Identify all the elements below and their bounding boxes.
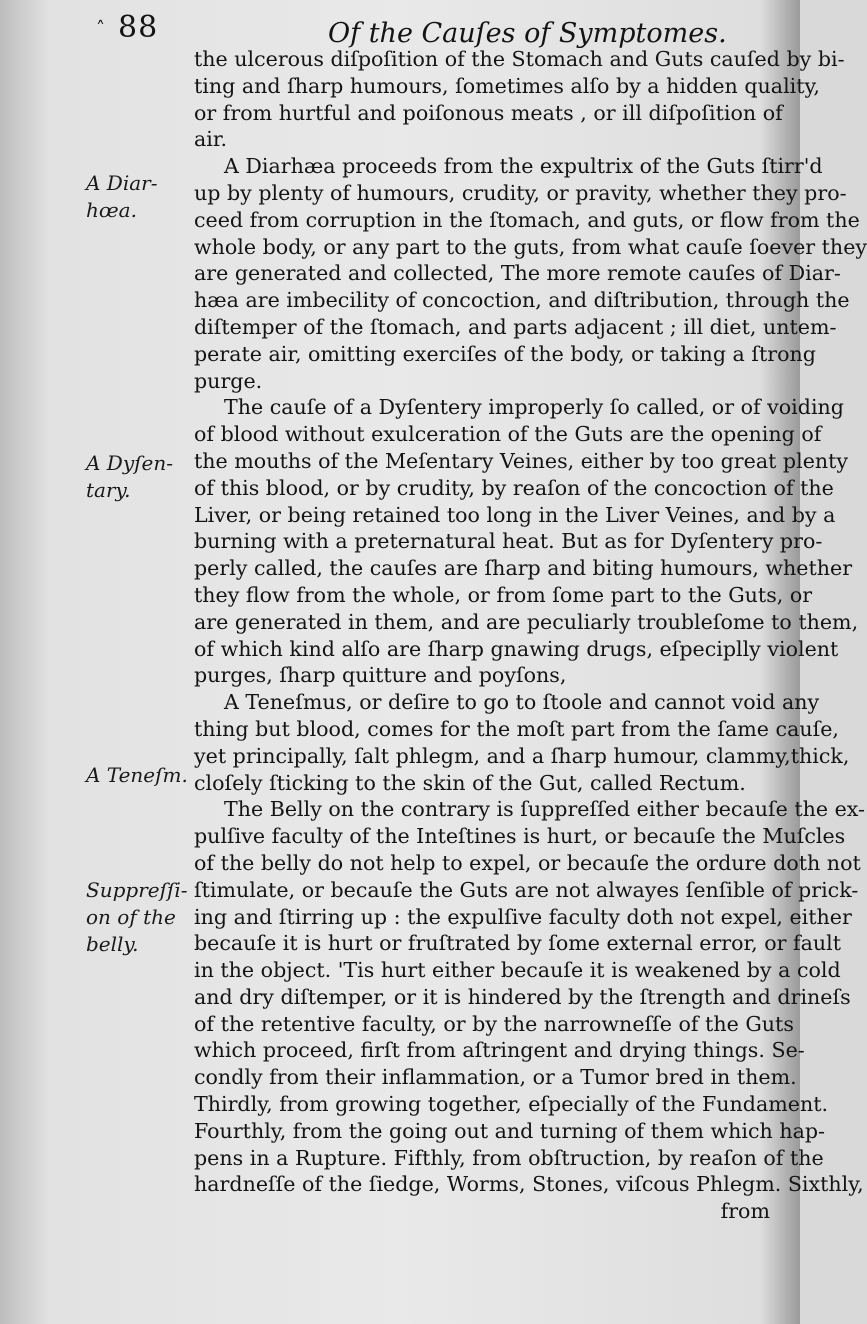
text-line: The Belly on the contrary is ſuppreſſed either becauſe the ex- — [224, 797, 866, 822]
page-mark: ˄ — [96, 18, 105, 39]
paragraph-suppression — [194, 796, 866, 1198]
text-line: ſtimulate, or becauſe the Guts are not alwayes ſenſible of prick- — [194, 877, 859, 902]
text-line: thing but blood, comes for the moſt part from the ſame cauſe, — [194, 716, 839, 741]
page-number: 88 — [118, 10, 159, 45]
text-line: cloſely ſticking to the skin of the Gut, called Rectum. — [194, 770, 746, 795]
text-line: pens in a Rupture. Fifthly, from obſtruction, by reaſon of the — [194, 1145, 824, 1170]
text-line: air. — [194, 127, 227, 152]
text-line: are generated in them, and are peculiarly troubleſome to them, — [194, 609, 859, 634]
margin-note-line: on of the — [86, 905, 176, 929]
text-line: hæa are imbecility of concoction, and diſtribution, through the — [194, 288, 850, 313]
text-line: A Teneſmus, or deſire to go to ſtoole and cannot void any — [224, 690, 820, 715]
text-line: purges, ſharp quitture and poyſons, — [194, 663, 567, 688]
margin-note-line: hœa. — [86, 198, 137, 222]
margin-note-line: Suppreſſi- — [86, 878, 188, 902]
text-line: of blood without exulceration of the Guts are the opening of — [194, 422, 822, 447]
text-line: the ulcerous diſpoſition of the Stomach and Guts cauſed by bi- — [194, 47, 845, 71]
text-line: becauſe it is hurt or fruſtrated by ſome external error, or fault — [194, 931, 842, 956]
margin-note-line: A Teneſm. — [86, 763, 188, 787]
margin-note-tenesmus — [86, 762, 194, 789]
text-line: A Diarhæa proceeds from the expultrix of the Guts ſtirr'd — [224, 154, 823, 179]
text-line: in the object. 'Tis hurt either becauſe it is weakened by a cold — [194, 958, 841, 983]
text-line: Liver, or being retained too long in the Liver Veines, and by a — [194, 502, 836, 527]
text-line: ting and ſharp humours, ſometimes alſo by a hidden quality, — [194, 73, 820, 98]
text-line: Thirdly, from growing together, eſpecially of the Fundament. — [194, 1092, 829, 1117]
margin-note-suppression — [86, 877, 194, 958]
margin-note-diarhaea — [86, 170, 194, 224]
margin-note-line: tary. — [86, 478, 131, 502]
text-line: hardneſſe of the ſiedge, Worms, Stones, viſcous Phlegm. Sixthly, — [194, 1172, 864, 1197]
text-line: are generated and collected, The more remote cauſes of Diar- — [194, 261, 841, 286]
text-line: of this blood, or by crudity, by reaſon of the concoction of the — [194, 475, 834, 500]
margin-note-line: belly. — [86, 932, 139, 956]
text-line: perate air, omitting exerciſes of the body, or taking a ſtrong — [194, 341, 816, 366]
text-line: of the belly do not help to expel, or becauſe the ordure doth not — [194, 850, 861, 875]
text-line: purge. — [194, 368, 263, 393]
text-line: or from hurtful and poiſonous meats , or ill diſpoſition of — [194, 100, 783, 125]
text-line: ing and ſtirring up : the expulſive faculty doth not expel, either — [194, 904, 852, 929]
paragraph-dysentery — [194, 394, 859, 689]
text-line: perly called, the cauſes are ſharp and biting humours, whether — [194, 556, 853, 581]
text-line: The cauſe of a Dyſentery improperly ſo called, or of voiding — [224, 395, 844, 420]
text-line: up by plenty of humours, crudity, or pravity, whether they pro- — [194, 180, 847, 205]
text-line: condly from their inflammation, or a Tumor bred in them. — [194, 1065, 797, 1090]
page-header — [0, 6, 800, 49]
margin-note-line: A Dyſen- — [86, 451, 174, 475]
text-line: burning with a preternatural heat. But as for Dyſentery pro- — [194, 529, 823, 554]
margin-note-line: A Diar- — [86, 171, 158, 195]
text-line: yet principally, ſalt phlegm, and a ſharp humour, clammy,thick, — [194, 743, 850, 768]
running-title: Of the Cauſes of Symptomes. — [328, 18, 727, 49]
text-line: diſtemper of the ſtomach, and parts adjacent ; ill diet, untem- — [194, 314, 837, 339]
text-line: and dry diſtemper, or it is hindered by the ſtrength and drineſs — [194, 984, 851, 1009]
text-line: which proceed, firſt from aſtringent and drying things. Se- — [194, 1038, 805, 1063]
body-text — [194, 46, 867, 1225]
catchword: from — [720, 1199, 770, 1224]
text-line: whole body, or any part to the guts, from what cauſe ſoever they — [194, 234, 867, 259]
text-line: Fourthly, from the going out and turning of them which hap- — [194, 1118, 826, 1143]
catchword-row — [194, 1198, 774, 1225]
paragraph-ulcerous — [194, 46, 845, 153]
text-line: of which kind alſo are ſharp gnawing drugs, eſpeciplly violent — [194, 636, 839, 661]
text-line: they flow from the whole, or from ſome part to the Guts, or — [194, 582, 813, 607]
text-line: of the retentive faculty, or by the narrowneſſe of the Guts — [194, 1011, 794, 1036]
margin-note-dysentery — [86, 450, 194, 504]
text-line: the mouths of the Meſentary Veines, either by too great plenty — [194, 448, 849, 473]
paragraph-diarhaea — [194, 153, 867, 394]
paragraph-tenesmus — [194, 689, 850, 796]
text-line: ceed from corruption in the ſtomach, and guts, or flow from the — [194, 207, 860, 232]
text-line: pulſive faculty of the Inteſtines is hurt, or becauſe the Muſcles — [194, 824, 846, 849]
